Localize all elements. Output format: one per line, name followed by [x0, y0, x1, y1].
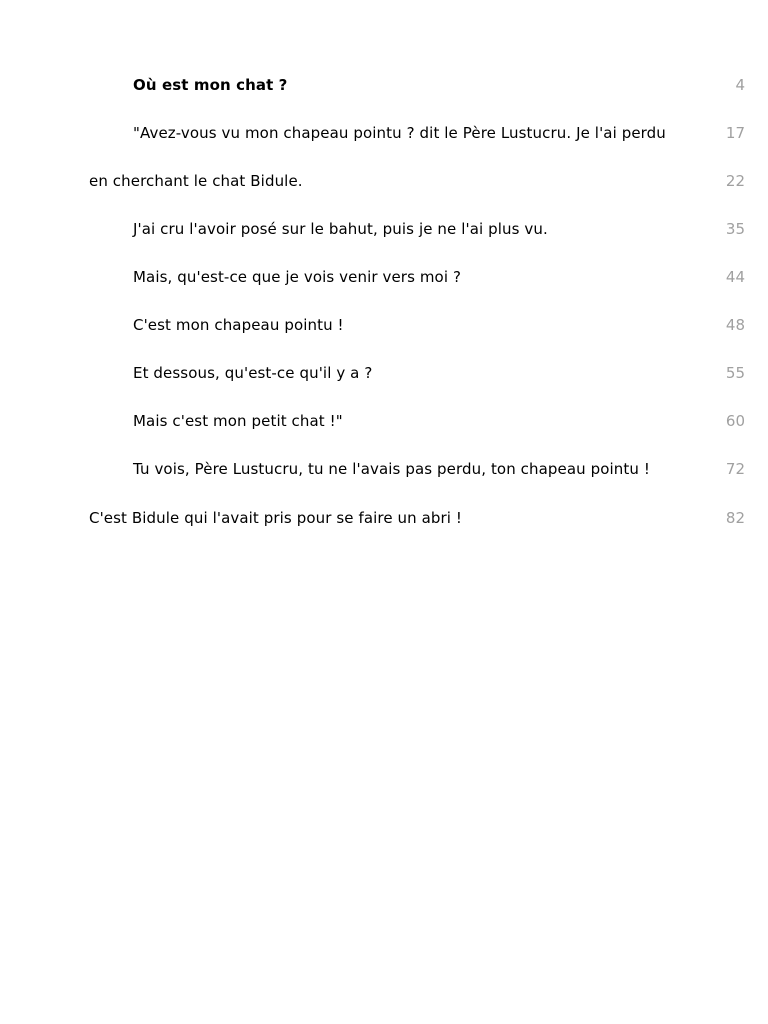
- word-count: 72: [725, 460, 745, 478]
- text-line: [0, 457, 768, 481]
- word-count: 4: [735, 76, 745, 94]
- line-text: Et dessous, qu'est-ce qu'il y a ?: [133, 364, 373, 382]
- line-text: J'ai cru l'avoir posé sur le bahut, puis je ne l'ai plus vu.: [133, 220, 548, 238]
- word-count: 17: [725, 124, 745, 142]
- word-count: 22: [725, 172, 745, 190]
- word-count: 82: [725, 509, 745, 527]
- text-line: [0, 506, 768, 530]
- line-text: C'est Bidule qui l'avait pris pour se faire un abri !: [89, 509, 463, 527]
- line-text: en cherchant le chat Bidule.: [89, 172, 303, 190]
- line-text: Mais c'est mon petit chat !": [133, 412, 343, 430]
- word-count: 35: [725, 220, 745, 238]
- line-text: Tu vois, Père Lustucru, tu ne l'avais pas perdu, ton chapeau pointu !: [133, 460, 650, 478]
- text-line: [0, 361, 768, 385]
- line-text: Mais, qu'est-ce que je vois venir vers moi ?: [133, 268, 462, 286]
- text-line: [0, 265, 768, 289]
- line-text: C'est mon chapeau pointu !: [133, 316, 344, 334]
- text-line: [0, 121, 768, 145]
- word-count: 48: [725, 316, 745, 334]
- text-line: [0, 169, 768, 193]
- word-count: 60: [725, 412, 745, 430]
- text-line-title: [0, 73, 768, 97]
- text-line: [0, 217, 768, 241]
- title-text: Où est mon chat ?: [133, 76, 288, 94]
- text-line: [0, 409, 768, 433]
- text-line: [0, 313, 768, 337]
- word-count: 55: [725, 364, 745, 382]
- word-count: 44: [725, 268, 745, 286]
- line-text: "Avez-vous vu mon chapeau pointu ? dit le Père Lustucru. Je l'ai perdu: [133, 124, 666, 142]
